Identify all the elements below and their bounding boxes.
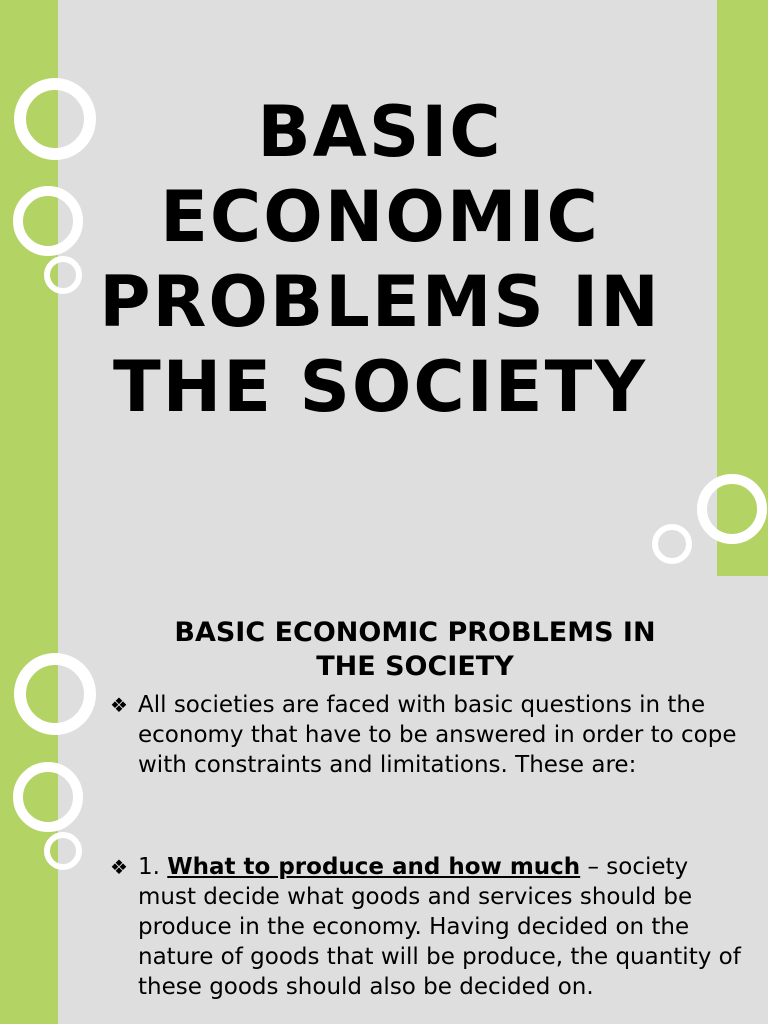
ring-decoration	[697, 474, 767, 544]
diamond-bullet-icon: ❖	[110, 693, 128, 717]
title-line: BASIC	[257, 91, 503, 173]
ring-decoration	[13, 762, 83, 832]
title-line: BASIC ECONOMIC PROBLEMS IN	[174, 617, 656, 648]
title-line: THE SOCIETY	[112, 346, 648, 428]
bullet-item	[110, 852, 745, 1002]
bullet-number: 1.	[138, 854, 160, 880]
bullet-dash: –	[580, 854, 607, 880]
ring-decoration	[14, 653, 96, 735]
diamond-bullet-icon: ❖	[110, 855, 128, 879]
title-line: ECONOMIC	[160, 176, 600, 258]
slide-2	[0, 576, 768, 1024]
bullet-text: society must decide what goods and services should be produce in the economy. Having decided on the nature of goods that will be produce, the quantity of these goods should also be decided on.	[138, 854, 741, 1000]
slide-title	[110, 616, 720, 684]
slide-title	[60, 90, 700, 430]
title-line: THE SOCIETY	[316, 651, 514, 682]
bullet-item	[110, 690, 745, 780]
ring-decoration	[652, 524, 692, 564]
bullet-body	[110, 852, 745, 1002]
ring-decoration	[44, 832, 82, 870]
title-line: PROBLEMS IN	[99, 261, 661, 343]
bullet-text: All societies are faced with basic questions in the economy that have to be answered in order to cope with constraints and limitations. These are:	[138, 692, 737, 778]
bullet-term: What to produce and how much	[167, 854, 581, 880]
